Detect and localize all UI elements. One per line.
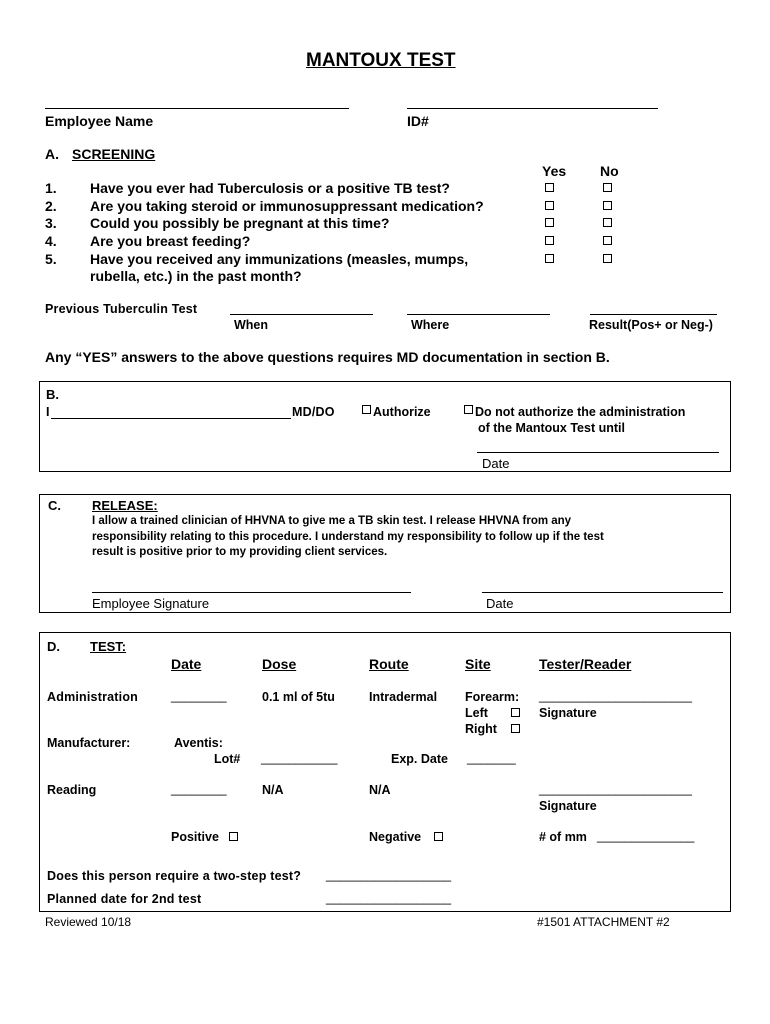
question-text: Are you taking steroid or immunosuppressant medication? (90, 198, 484, 214)
question-number: 2. (45, 198, 57, 214)
employee-name-label: Employee Name (45, 113, 154, 129)
column-header-route: Route (369, 656, 409, 672)
lot-number-field[interactable]: ___________ (261, 751, 338, 765)
section-a-label: A. (45, 146, 59, 162)
reviewed-date: Reviewed 10/18 (45, 915, 132, 929)
release-text-line: I allow a trained clinician of HHVNA to give me a TB skin test. I release HHVNA from any (92, 515, 572, 527)
reading-tester-field[interactable]: ______________________ (539, 782, 692, 796)
administration-label: Administration (47, 690, 138, 704)
column-header-dose: Dose (262, 656, 297, 672)
two-step-field[interactable]: __________________ (326, 868, 452, 882)
id-label: ID# (407, 113, 429, 129)
yes-checkbox[interactable] (545, 236, 554, 245)
authorize-label: Authorize (373, 405, 431, 419)
result-label: Result(Pos+ or Neg-) (589, 318, 713, 332)
section-c-title: RELEASE: (92, 498, 158, 513)
manufacturer-value: Aventis: (174, 736, 223, 750)
not-authorize-label-continued: of the Mantoux Test until (478, 421, 625, 435)
no-checkbox[interactable] (603, 236, 612, 245)
question-number: 4. (45, 233, 57, 249)
release-text-line: result is positive prior to my providing client services. (92, 546, 388, 558)
administration-route: Intradermal (369, 690, 438, 704)
authorize-checkbox[interactable] (362, 405, 371, 414)
reading-date-field[interactable]: ________ (171, 782, 227, 796)
section-d-title: TEST: (90, 639, 127, 654)
left-arm-label: Left (465, 706, 488, 720)
planned-date-field[interactable]: __________________ (326, 891, 452, 905)
right-arm-label: Right (465, 722, 497, 736)
previous-test-label: Previous Tuberculin Test (45, 302, 198, 316)
planned-date-label: Planned date for 2nd test (47, 892, 202, 906)
left-arm-checkbox[interactable] (511, 708, 520, 717)
reading-label: Reading (47, 783, 97, 797)
section-b-label: B. (46, 387, 59, 402)
yes-checkbox[interactable] (545, 254, 554, 263)
question-number: 5. (45, 251, 57, 267)
site-label: Forearm: (465, 690, 520, 704)
release-date-line[interactable] (482, 592, 723, 593)
reading-route: N/A (369, 783, 391, 797)
yes-column-label: Yes (542, 163, 567, 179)
release-date-label: Date (486, 596, 514, 611)
employee-signature-line[interactable] (92, 592, 411, 593)
when-line[interactable] (230, 314, 373, 315)
yes-checkbox[interactable] (545, 218, 554, 227)
question-text: Are you breast feeding? (90, 233, 251, 249)
attachment-number: #1501 ATTACHMENT #2 (537, 915, 670, 929)
no-checkbox[interactable] (603, 254, 612, 263)
administration-tester-field[interactable]: ______________________ (539, 689, 692, 703)
reading-signature-label: Signature (539, 799, 597, 813)
release-text-line: responsibility relating to this procedure. I understand my responsibility to follow up if the test (92, 531, 604, 543)
column-header-tester: Tester/Reader (539, 656, 632, 672)
id-line[interactable] (407, 108, 658, 109)
lot-label: Lot# (214, 752, 241, 766)
section-c-label: C. (48, 498, 61, 513)
section-b-i-label: I (46, 405, 50, 419)
page-title: MANTOUX TEST (306, 50, 456, 71)
manufacturer-label: Manufacturer: (47, 736, 131, 750)
question-number: 1. (45, 180, 57, 196)
question-number: 3. (45, 215, 57, 231)
where-line[interactable] (407, 314, 550, 315)
md-do-label: MD/DO (292, 405, 335, 419)
question-text: Have you ever had Tuberculosis or a positive TB test? (90, 180, 450, 196)
until-date-line[interactable] (477, 452, 719, 453)
no-checkbox[interactable] (603, 201, 612, 210)
not-authorize-label: Do not authorize the administration (475, 405, 686, 419)
question-text-continued: rubella, etc.) in the past month? (90, 268, 302, 284)
administration-dose: 0.1 ml of 5tu (262, 690, 335, 704)
where-label: Where (411, 318, 450, 332)
yes-checkbox[interactable] (545, 201, 554, 210)
employee-name-line[interactable] (45, 108, 349, 109)
reading-dose: N/A (262, 783, 284, 797)
section-d-label: D. (47, 639, 60, 654)
yes-answer-note: Any “YES” answers to the above questions requires MD documentation in section B. (45, 349, 610, 365)
no-checkbox[interactable] (603, 218, 612, 227)
mm-label: # of mm (539, 830, 587, 844)
right-arm-checkbox[interactable] (511, 724, 520, 733)
employee-signature-label: Employee Signature (92, 596, 210, 611)
result-line[interactable] (590, 314, 717, 315)
section-d-box (39, 632, 731, 912)
yes-checkbox[interactable] (545, 183, 554, 192)
section-c-box (39, 494, 731, 613)
question-text: Have you received any immunizations (measles, mumps, (90, 251, 469, 267)
physician-name-line[interactable] (51, 418, 291, 419)
section-b-box (39, 381, 731, 472)
no-checkbox[interactable] (603, 183, 612, 192)
negative-label: Negative (369, 830, 422, 844)
column-header-date: Date (171, 656, 202, 672)
administration-signature-label: Signature (539, 706, 597, 720)
positive-label: Positive (171, 830, 219, 844)
when-label: When (234, 318, 269, 332)
administration-date-field[interactable]: ________ (171, 689, 227, 703)
mm-field[interactable]: ______________ (597, 829, 695, 843)
column-header-site: Site (465, 656, 491, 672)
question-text: Could you possibly be pregnant at this time? (90, 215, 390, 231)
until-date-label: Date (482, 456, 510, 471)
no-column-label: No (600, 163, 619, 179)
positive-checkbox[interactable] (229, 832, 238, 841)
exp-date-label: Exp. Date (391, 752, 448, 766)
negative-checkbox[interactable] (434, 832, 443, 841)
not-authorize-checkbox[interactable] (464, 405, 473, 414)
two-step-question: Does this person require a two-step test? (47, 869, 302, 883)
exp-date-field[interactable]: _______ (467, 751, 516, 765)
section-a-title: SCREENING (72, 146, 156, 162)
